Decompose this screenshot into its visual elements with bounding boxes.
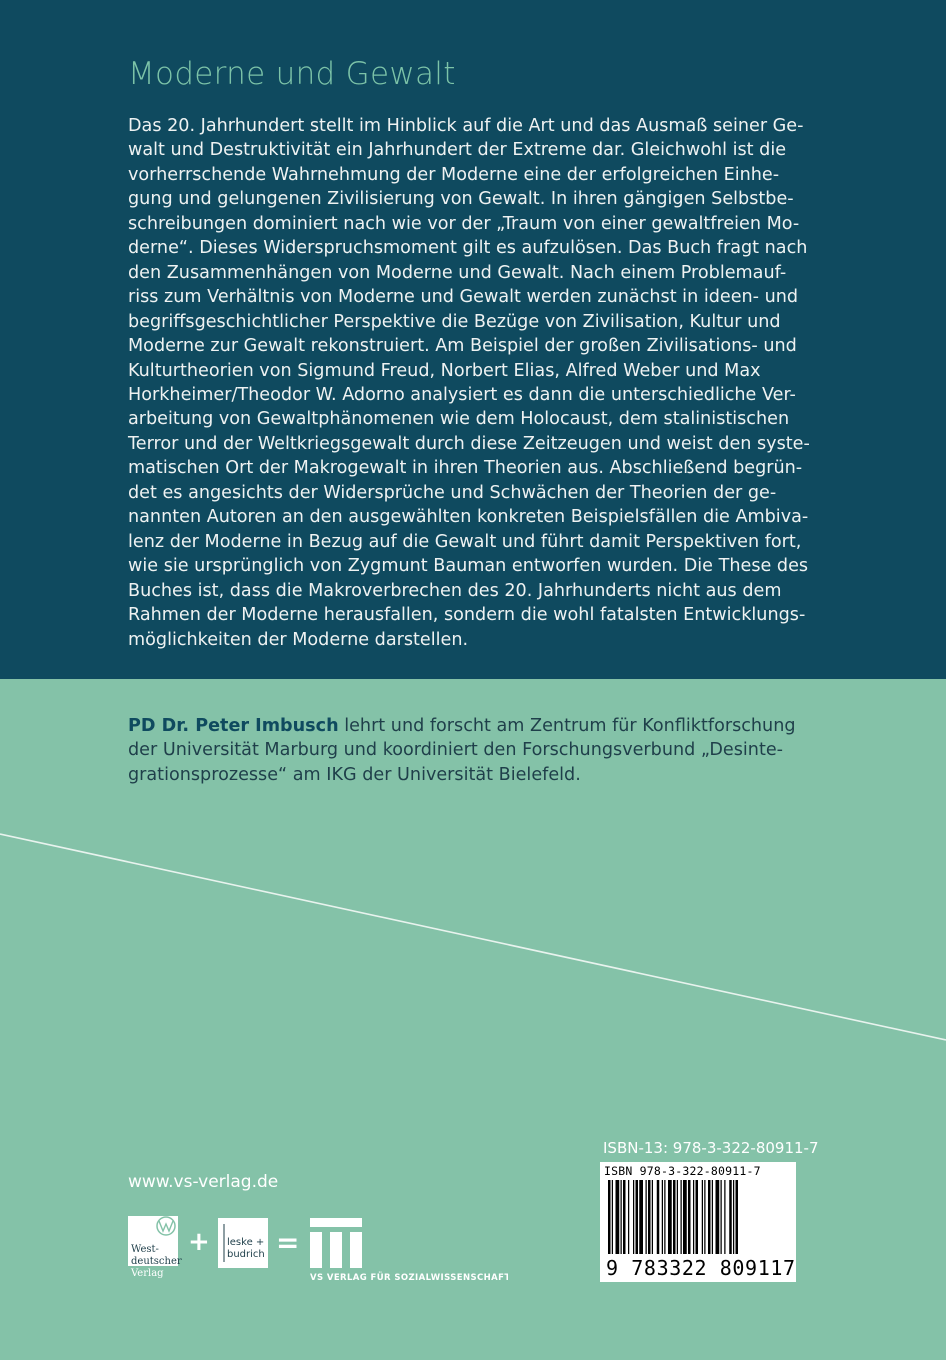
- blurb-line: den Zusammenhängen von Moderne und Gewalt. Nach einem Problemauf-: [128, 262, 787, 283]
- barcode-bar: [693, 1180, 694, 1254]
- blurb-line: lenz der Moderne in Bezug auf die Gewalt und führt damit Perspektiven fort,: [128, 531, 802, 552]
- author-bio-line: PD Dr. Peter Imbusch lehrt und forscht am Zentrum für Konfliktforschung: [128, 716, 796, 736]
- vs-verlag-caption: VS VERLAG FÜR SOZIALWISSENSCHAFTEN: [310, 1273, 508, 1283]
- barcode-bar: [657, 1180, 660, 1254]
- vs-verlag-logo: [310, 1218, 508, 1283]
- plus-sign: +: [188, 1227, 210, 1257]
- westdeutscher-line-2: deutscher: [131, 1256, 182, 1267]
- barcode-bar: [683, 1180, 687, 1254]
- blurb-line: Rahmen der Moderne herausfallen, sondern die wohl fatalsten Entwicklungs-: [128, 605, 806, 626]
- barcode-bar: [646, 1180, 647, 1254]
- blurb-line: wie sie ursprünglich von Zygmunt Bauman entworfen wurden. Die These des: [128, 556, 809, 577]
- blurb-line: det es angesichts der Widersprüche und Schwächen der Theorien der ge-: [128, 482, 777, 503]
- leske-budrich-logo: [218, 1218, 268, 1268]
- barcode-bar: [668, 1180, 672, 1254]
- barcode-bar: [633, 1180, 634, 1254]
- author-bio-line: der Universität Marburg und koordiniert den Forschungsverbund „Desinte-: [128, 740, 784, 761]
- barcode-bar: [621, 1180, 622, 1254]
- barcode-bar: [733, 1180, 734, 1254]
- westdeutscher-verlag-logo: [128, 1216, 182, 1279]
- westdeutscher-line-1: West-: [131, 1244, 159, 1255]
- barcode-bar: [623, 1180, 626, 1254]
- book-title: Moderne und Gewalt: [128, 56, 456, 92]
- publisher-url[interactable]: www.vs-verlag.de: [128, 1172, 279, 1192]
- blurb-line: Horkheimer/Theodor W. Adorno analysiert es dann die unterschiedliche Ver-: [128, 384, 796, 405]
- barcode-bar: [628, 1180, 629, 1254]
- isbn-label: ISBN-13: 978-3-322-80911-7: [603, 1139, 819, 1157]
- barcode-bar: [712, 1180, 713, 1254]
- author-bio: [128, 714, 828, 787]
- barcode-bar: [652, 1180, 653, 1254]
- barcode-bar: [639, 1180, 643, 1254]
- isbn-barcode: [600, 1162, 796, 1282]
- barcode-bar: [673, 1180, 676, 1254]
- blurb-line: Das 20. Jahrhundert stellt im Hinblick auf die Art und das Ausmaß seiner Ge-: [128, 116, 804, 136]
- blurb-line: begriffsgeschichtlicher Perspektive die Bezüge von Zivilisation, Kultur und: [128, 311, 781, 332]
- author-name: PD Dr. Peter Imbusch: [128, 716, 339, 736]
- barcode-bar: [616, 1180, 620, 1254]
- blurb-line: arbeitung von Gewaltphänomenen wie dem Holocaust, dem stalinistischen: [128, 409, 790, 430]
- blurb-line: riss zum Verhältnis von Moderne und Gewalt werden zunächst in ideen- und: [128, 287, 799, 308]
- blurb-line: Kulturtheorien von Sigmund Freud, Norbert Elias, Alfred Weber und Max: [128, 360, 761, 381]
- blurb-line: derne“. Dieses Widerspruchsmoment gilt es aufzulösen. Das Buch fragt nach: [128, 238, 808, 259]
- barcode-bar: [681, 1180, 682, 1254]
- barcode-bar: [688, 1180, 691, 1254]
- blurb-line: möglichkeiten der Moderne darstellen.: [128, 629, 469, 650]
- barcode-bar: [708, 1180, 711, 1254]
- barcode-bar: [662, 1180, 663, 1254]
- blurb-line: Buches ist, dass die Makroverbrechen des 20. Jahrhunderts nicht aus dem: [128, 580, 782, 601]
- blurb-line: matischen Ort der Makrogewalt in ihren Theorien aus. Abschließend begrün-: [128, 458, 803, 479]
- leske-line-2: budrich: [227, 1249, 265, 1260]
- blurb-line: vorherrschende Wahrnehmung der Moderne eine der erfolgreichen Einhe-: [128, 164, 780, 185]
- blurb-line: nannten Autoren an den ausgewählten konkreten Beispielsfällen die Ambiva-: [128, 507, 809, 528]
- equals-sign: =: [276, 1226, 300, 1259]
- blurb-line: walt und Destruktivität ein Jahrhundert der Extreme dar. Gleichwohl ist die: [128, 140, 787, 161]
- blurb-text: [128, 114, 828, 652]
- author-bio-line: grationsprozesse“ am IKG der Universität Bielefeld.: [128, 764, 581, 785]
- westdeutscher-line-3: Verlag: [131, 1268, 164, 1279]
- barcode-bar: [664, 1180, 665, 1254]
- blurb-line: Moderne zur Gewalt rekonstruiert. Am Beispiel der großen Zivilisations- und: [128, 336, 797, 357]
- barcode-bar: [721, 1180, 722, 1254]
- blurb-line: Terror und der Weltkriegsgewalt durch diese Zeitzeugen und weist den syste-: [128, 433, 810, 454]
- barcode-bar: [729, 1180, 732, 1254]
- barcode-bar: [716, 1180, 720, 1254]
- leske-line-1: leske +: [227, 1237, 265, 1248]
- barcode-bar: [736, 1180, 739, 1254]
- barcode-bar: [696, 1180, 699, 1254]
- barcode-bar: [612, 1180, 613, 1254]
- blurb-line: schreibungen dominiert nach wie vor der „Traum von einer gewaltfreien Mo-: [128, 213, 800, 234]
- barcode-number: 9 783322 809117: [606, 1256, 796, 1280]
- barcode-bar: [648, 1180, 651, 1254]
- barcode-bar: [677, 1180, 678, 1254]
- barcode-bar: [704, 1180, 705, 1254]
- publisher-logos: [128, 1212, 508, 1288]
- blurb-line: gung und gelungenen Zivilisierung von Gewalt. In ihren gängigen Selbstbe-: [128, 189, 794, 210]
- barcode-bar: [608, 1180, 611, 1254]
- barcode-bar: [702, 1180, 703, 1254]
- barcode-top-text: ISBN 978-3-322-80911-7: [604, 1164, 761, 1178]
- barcode-bars: [600, 1180, 796, 1260]
- barcode-bar: [636, 1180, 639, 1254]
- barcode-bar: [724, 1180, 725, 1254]
